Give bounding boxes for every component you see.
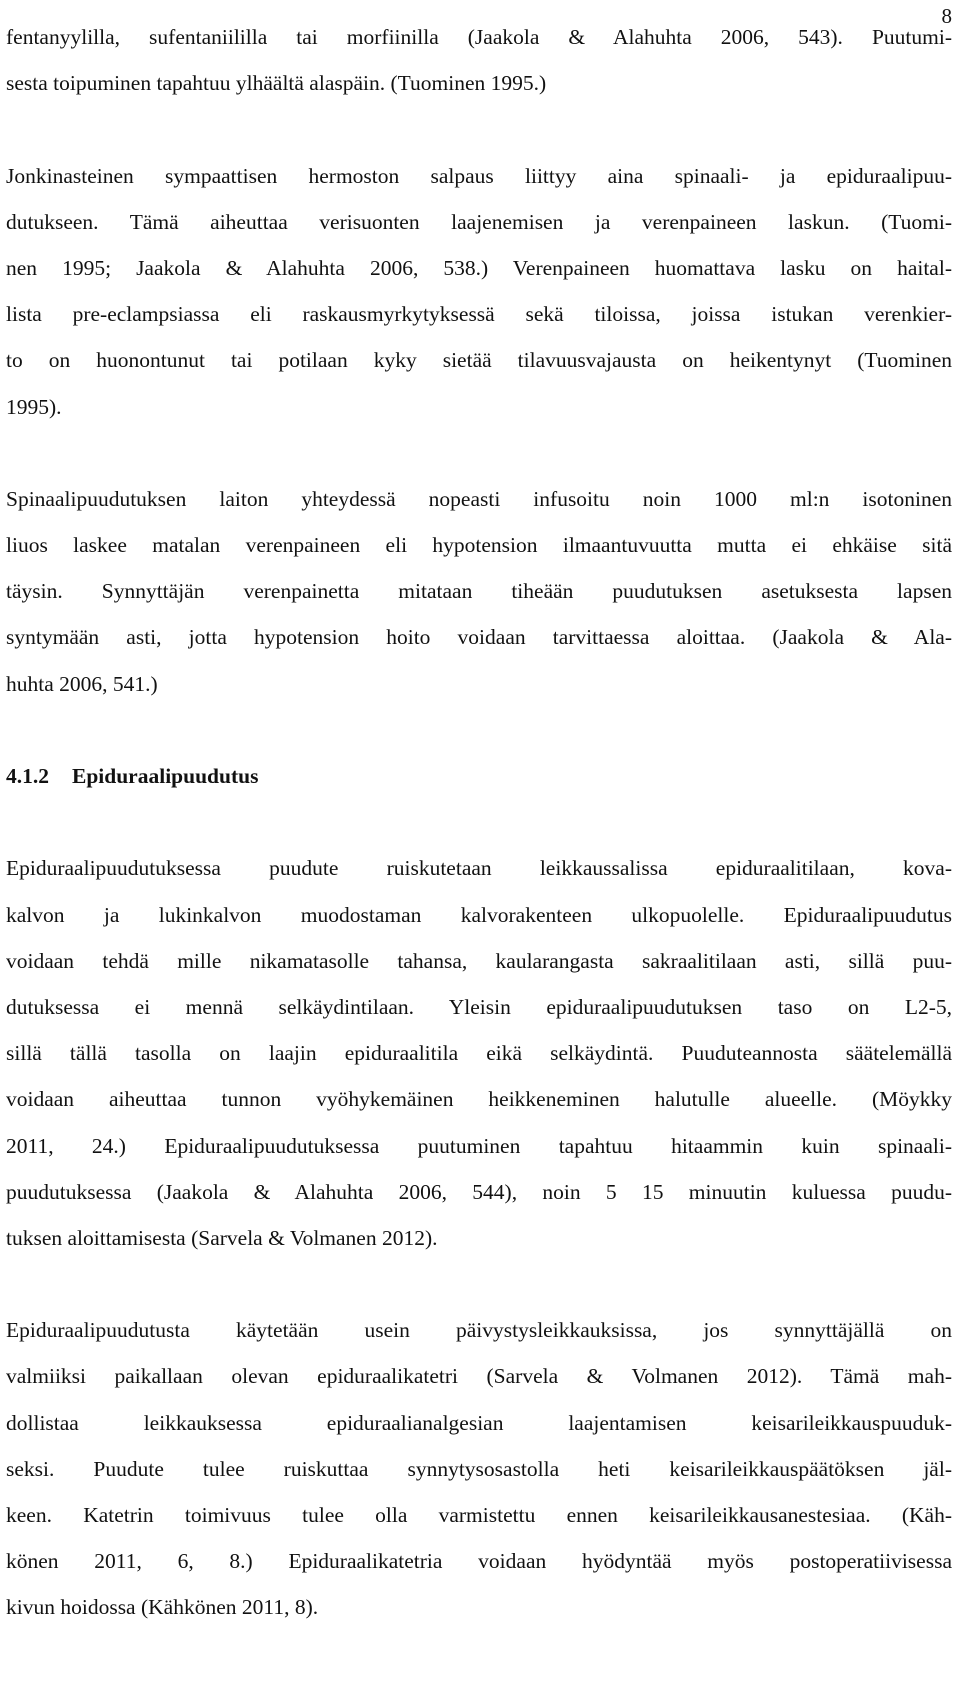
- text-line: voidaan tehdä mille nikamatasolle tahansa, kaularangasta sakraalitilaan asti, sillä puu-: [6, 948, 952, 973]
- paragraph-gap: [6, 707, 952, 753]
- text-line: dollistaa leikkauksessa epiduraalianalgesian laajentamisen keisarileikkauspuuduk-: [6, 1410, 952, 1435]
- text-line: puudutuksessa (Jaakola & Alahuhta 2006, 544), noin 5 15 minuutin kuluessa puudu-: [6, 1179, 952, 1204]
- paragraph: [6, 1307, 952, 1630]
- text-line: valmiiksi paikallaan olevan epiduraalikatetri (Sarvela & Volmanen 2012). Tämä mah-: [6, 1364, 952, 1389]
- text-line: könen 2011, 6, 8.) Epiduraalikatetria voidaan hyödyntää myös postoperatiivisessa: [6, 1549, 952, 1574]
- text-line: dutuksessa ei mennä selkäydintilaan. Yleisin epiduraalipuudutuksen taso on L2-5,: [6, 994, 952, 1019]
- section-heading: [6, 753, 952, 799]
- text-line: sillä tällä tasolla on laajin epiduraalitila eikä selkäydintä. Puuduteannosta säätelemällä: [6, 1041, 952, 1066]
- text-line: keen. Katetrin toimivuus tulee olla varmistettu ennen keisarileikkausanestesiaa. (Käh-: [6, 1503, 952, 1527]
- text-line: 2011, 24.) Epiduraalipuudutuksessa puutuminen tapahtuu hitaammin kuin spinaali-: [6, 1133, 952, 1158]
- paragraph-gap: [6, 799, 952, 845]
- text-line: kivun hoidossa (Kähkönen 2011, 8).: [6, 1595, 319, 1620]
- paragraph-gap: [6, 430, 952, 476]
- section-title: Epiduraalipuudutus: [72, 764, 259, 788]
- paragraph-gap: [6, 1261, 952, 1307]
- paragraph: [6, 845, 952, 1261]
- text-line: lista pre-eclampsiassa eli raskausmyrkytyksessä sekä tiloissa, joissa istukan verenkier-: [6, 302, 952, 327]
- text-line: 1995).: [6, 394, 62, 419]
- text-line: syntymään asti, jotta hypotension hoito voidaan tarvittaessa aloittaa. (Jaakola & Ala-: [6, 625, 952, 650]
- paragraph: [6, 14, 952, 106]
- text-line: sesta toipuminen tapahtuu ylhäältä alaspäin. (Tuominen 1995.): [6, 71, 547, 96]
- text-line: Epiduraalipuudutusta käytetään usein päivystysleikkauksissa, jos synnyttäjällä on: [6, 1318, 952, 1343]
- text-line: huhta 2006, 541.): [6, 671, 158, 696]
- section-number: 4.1.2: [6, 764, 49, 788]
- page-content: [6, 14, 952, 1631]
- text-line: Epiduraalipuudutuksessa puudute ruiskutetaan leikkaussalissa epiduraalitilaan, kova-: [6, 856, 952, 881]
- text-line: tuksen aloittamisesta (Sarvela & Volmanen 2012).: [6, 1225, 438, 1250]
- text-line: liuos laskee matalan verenpaineen eli hypotension ilmaantuvuutta mutta ei ehkäise sitä: [6, 533, 952, 558]
- text-line: Jonkinasteinen sympaattisen hermoston salpaus liittyy aina spinaali- ja epiduraalipuu-: [6, 163, 952, 188]
- paragraph: [6, 476, 952, 707]
- text-line: dutukseen. Tämä aiheuttaa verisuonten laajenemisen ja verenpaineen laskun. (Tuomi-: [6, 209, 952, 234]
- paragraph-gap: [6, 106, 952, 152]
- text-line: seksi. Puudute tulee ruiskuttaa synnytysosastolla heti keisarileikkauspäätöksen jäl-: [6, 1456, 952, 1481]
- paragraph: [6, 153, 952, 430]
- text-line: to on huonontunut tai potilaan kyky sietää tilavuusvajausta on heikentynyt (Tuominen: [6, 348, 952, 373]
- text-line: fentanyylilla, sufentaniililla tai morfiinilla (Jaakola & Alahuhta 2006, 543). Puutumi-: [6, 25, 952, 49]
- text-line: nen 1995; Jaakola & Alahuhta 2006, 538.) Verenpaineen huomattava lasku on haital-: [6, 255, 952, 280]
- text-line: kalvon ja lukinkalvon muodostaman kalvorakenteen ulkopuolelle. Epiduraalipuudutus: [6, 902, 952, 927]
- text-line: Spinaalipuudutuksen laiton yhteydessä nopeasti infusoitu noin 1000 ml:n isotoninen: [6, 486, 952, 511]
- page-number: 8: [941, 4, 952, 28]
- text-line: täysin. Synnyttäjän verenpainetta mitataan tiheään puudutuksen asetuksesta lapsen: [6, 579, 952, 604]
- text-line: voidaan aiheuttaa tunnon vyöhykemäinen heikkeneminen halutulle alueelle. (Möykky: [6, 1087, 952, 1112]
